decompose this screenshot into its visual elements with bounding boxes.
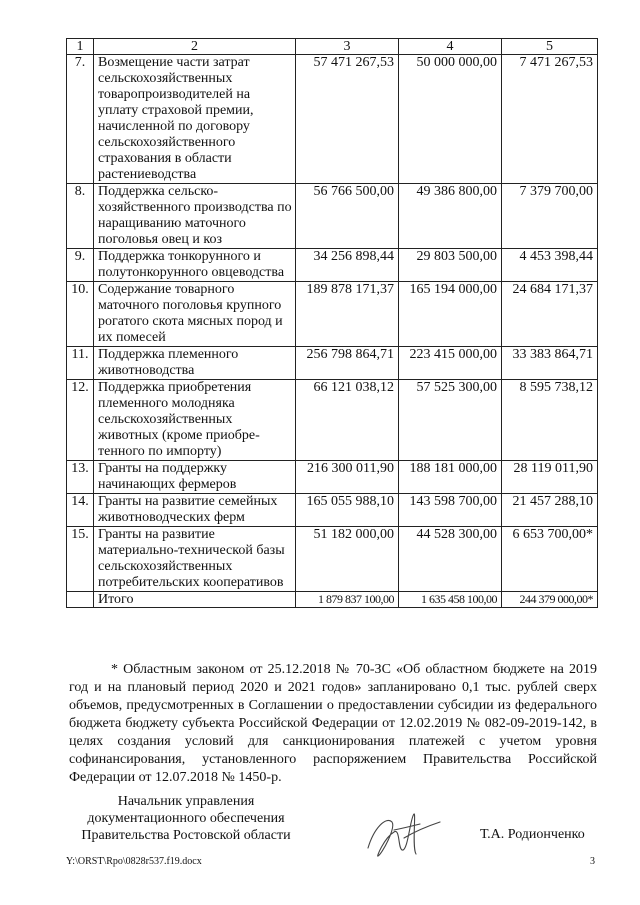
table-row — [67, 494, 598, 527]
table-row — [67, 249, 598, 282]
footnote-text: * Областным законом от 25.12.2018 № 70-ЗС «Об областном бюджете на 2019 год и на плановый период 2020 и 2021 годов» запланировано 0,1 тыс. рублей сверх объемов, предусмотренных в Соглашении о предоставлении субсидии из федерального бюджета бюджету субъекта Российской Федерации от 12.02.2019 № 082-09-2019-142, в целях создания условий для санкционирования платежей с учетом уровня софинансирования, установленного распоряжением Правительства Российской Федерации от 12.07.2018 № 1450-р. — [69, 662, 597, 785]
table-row — [67, 347, 598, 380]
row-number: 9. — [67, 249, 94, 282]
amount-col5: 7 471 267,53 — [502, 55, 598, 184]
amount-col3: 34 256 898,44 — [296, 249, 399, 282]
amount-col4: 57 525 300,00 — [399, 380, 502, 461]
amount-col4: 143 598 700,00 — [399, 494, 502, 527]
row-name: Поддержка приобретения племенного молодняка сельскохозяйственных животных (кроме приобре-тенного по импорту) — [94, 380, 296, 461]
total-row — [67, 592, 598, 608]
signatory-name: Т.А. Родионченко — [480, 827, 585, 842]
header-cell: 3 — [296, 39, 399, 55]
row-number: 12. — [67, 380, 94, 461]
amount-col4: 165 194 000,00 — [399, 282, 502, 347]
row-name: Поддержка сельско-хозяйственного производства по наращиванию маточного поголовья овец и коз — [94, 184, 296, 249]
footnote — [69, 661, 597, 787]
position-line: Правительства Ростовской области — [81, 828, 291, 843]
amount-col5: 21 457 288,10 — [502, 494, 598, 527]
amount-col3: 51 182 000,00 — [296, 527, 399, 592]
row-number: 13. — [67, 461, 94, 494]
total-col5: 244 379 000,00* — [502, 592, 598, 608]
row-number: 7. — [67, 55, 94, 184]
row-name: Гранты на развитие семейных животноводческих ферм — [94, 494, 296, 527]
amount-col5: 4 453 398,44 — [502, 249, 598, 282]
position-line: документационного обеспечения — [87, 811, 285, 826]
amount-col3: 189 878 171,37 — [296, 282, 399, 347]
amount-col5: 6 653 700,00* — [502, 527, 598, 592]
row-name: Гранты на поддержку начинающих фермеров — [94, 461, 296, 494]
header-cell: 5 — [502, 39, 598, 55]
header-cell: 1 — [67, 39, 94, 55]
amount-col4: 50 000 000,00 — [399, 55, 502, 184]
row-name: Поддержка тонкорунного и полутонкорунного овцеводства — [94, 249, 296, 282]
amount-col5: 7 379 700,00 — [502, 184, 598, 249]
amount-col4: 49 386 800,00 — [399, 184, 502, 249]
amount-col3: 56 766 500,00 — [296, 184, 399, 249]
header-cell: 4 — [399, 39, 502, 55]
row-number: 10. — [67, 282, 94, 347]
row-name: Гранты на развитие материально-технической базы сельскохозяйственных потребительских кооперативов — [94, 527, 296, 592]
header-cell: 2 — [94, 39, 296, 55]
table-row — [67, 527, 598, 592]
table-row — [67, 380, 598, 461]
amount-col4: 29 803 500,00 — [399, 249, 502, 282]
total-label: Итого — [94, 592, 296, 608]
amount-col3: 165 055 988,10 — [296, 494, 399, 527]
row-name: Возмещение части затрат сельскохозяйственных товаропроизводителей на уплату страховой премии, начисленной по договору сельскохозяйственного страхования в области растениеводства — [94, 55, 296, 184]
total-col4: 1 635 458 100,00 — [399, 592, 502, 608]
signatory-position — [66, 793, 306, 844]
table-row — [67, 55, 598, 184]
row-number: 11. — [67, 347, 94, 380]
table-row — [67, 184, 598, 249]
row-name: Содержание товарного маточного поголовья крупного рогатого скота мясных пород и их помесей — [94, 282, 296, 347]
total-empty-cell — [67, 592, 94, 608]
table-row — [67, 282, 598, 347]
amount-col5: 24 684 171,37 — [502, 282, 598, 347]
position-line: Начальник управления — [117, 794, 255, 809]
page-number: 3 — [590, 856, 595, 867]
amount-col3: 216 300 011,90 — [296, 461, 399, 494]
file-path: Y:\ORST\Rpo\0828r537.f19.docx — [66, 856, 202, 867]
amount-col4: 223 415 000,00 — [399, 347, 502, 380]
row-number: 14. — [67, 494, 94, 527]
amount-col3: 57 471 267,53 — [296, 55, 399, 184]
amount-col3: 256 798 864,71 — [296, 347, 399, 380]
amount-col5: 33 383 864,71 — [502, 347, 598, 380]
amount-col5: 28 119 011,90 — [502, 461, 598, 494]
row-number: 15. — [67, 527, 94, 592]
row-name: Поддержка племенного животноводства — [94, 347, 296, 380]
subsidy-table — [66, 38, 598, 608]
table-row — [67, 461, 598, 494]
table-header-row — [67, 39, 598, 55]
total-col3: 1 879 837 100,00 — [296, 592, 399, 608]
amount-col3: 66 121 038,12 — [296, 380, 399, 461]
handwritten-signature — [364, 808, 444, 864]
amount-col5: 8 595 738,12 — [502, 380, 598, 461]
row-number: 8. — [67, 184, 94, 249]
amount-col4: 44 528 300,00 — [399, 527, 502, 592]
amount-col4: 188 181 000,00 — [399, 461, 502, 494]
